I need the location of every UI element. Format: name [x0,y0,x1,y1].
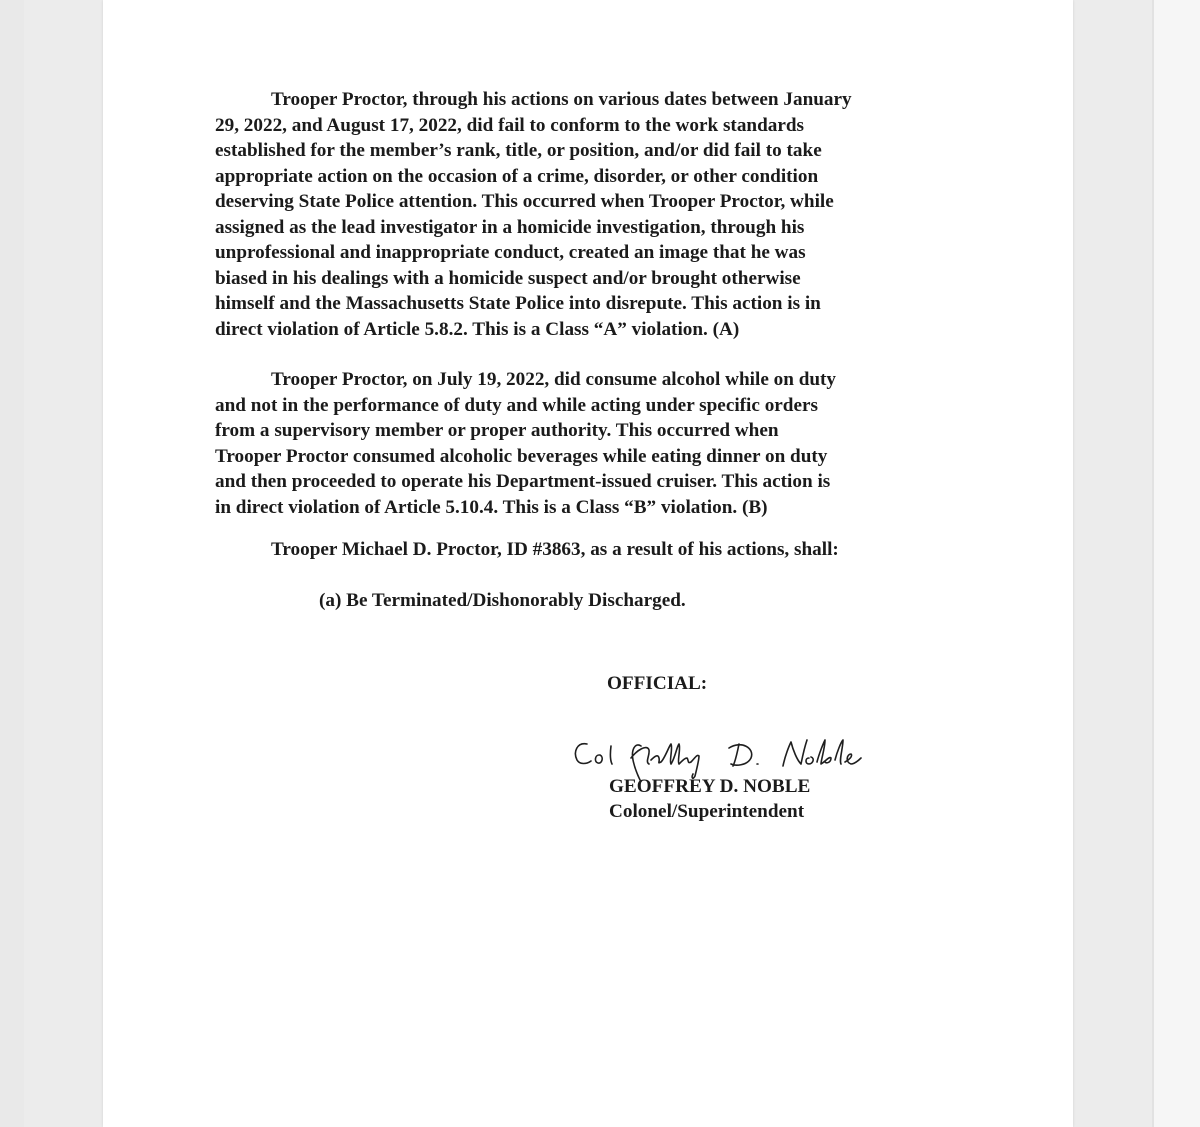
official-label: OFFICIAL: [607,673,708,694]
paragraph-line: and then proceeded to operate his Department-issued cruiser. This action is [215,471,831,492]
document-body [215,87,955,613]
handwritten-signature [565,724,877,782]
paragraph-line: established for the member’s rank, title, or position, and/or did fail to take [215,140,822,161]
paragraph-line: in direct violation of Article 5.10.4. This is a Class “B” violation. (B) [215,496,768,518]
paragraph-violation-a [215,87,955,342]
viewer-left-margin [0,0,24,1127]
paragraph-line: 29, 2022, and August 17, 2022, did fail to conform to the work standards [215,114,805,136]
paragraph-line: direct violation of Article 5.8.2. This is a Class “A” violation. (A) [215,318,740,340]
paragraph-line: unprofessional and inappropriate conduct, created an image that he was [215,242,806,263]
paragraph-violation-b [215,367,955,520]
paragraph-line: appropriate action on the occasion of a crime, disorder, or other condition [215,165,819,187]
paragraph-line: Trooper Proctor, through his actions on various dates between January [271,89,852,110]
sanction-item [215,588,955,614]
paragraph-line: Trooper Proctor, on July 19, 2022, did consume alcohol while on duty [271,369,837,390]
paragraph-line: and not in the performance of duty and while acting under specific orders [215,394,818,416]
signer-name: GEOFFREY D. NOBLE [609,776,811,797]
paragraph-line: assigned as the lead investigator in a homicide investigation, through his [215,216,805,238]
paragraph-line: from a supervisory member or proper authority. This occurred when [215,420,779,441]
signer-title: Colonel/Superintendent [609,801,805,822]
paragraph-line: biased in his dealings with a homicide suspect and/or brought otherwise [215,267,801,289]
paragraph-line: himself and the Massachusetts State Police into disrepute. This action is in [215,293,821,314]
document-page [103,0,1073,1127]
paragraph-line: Trooper Proctor consumed alcoholic beverages while eating dinner on duty [215,445,828,467]
paragraph-line: Trooper Michael D. Proctor, ID #3863, as a result of his actions, shall: [271,539,839,560]
viewer-right-margin [1154,0,1200,1127]
paragraph-sanction-intro [215,537,955,563]
paragraph-line: deserving State Police attention. This occurred when Trooper Proctor, while [215,191,834,212]
sanction-item-text: (a) Be Terminated/Dishonorably Discharged. [319,589,686,611]
